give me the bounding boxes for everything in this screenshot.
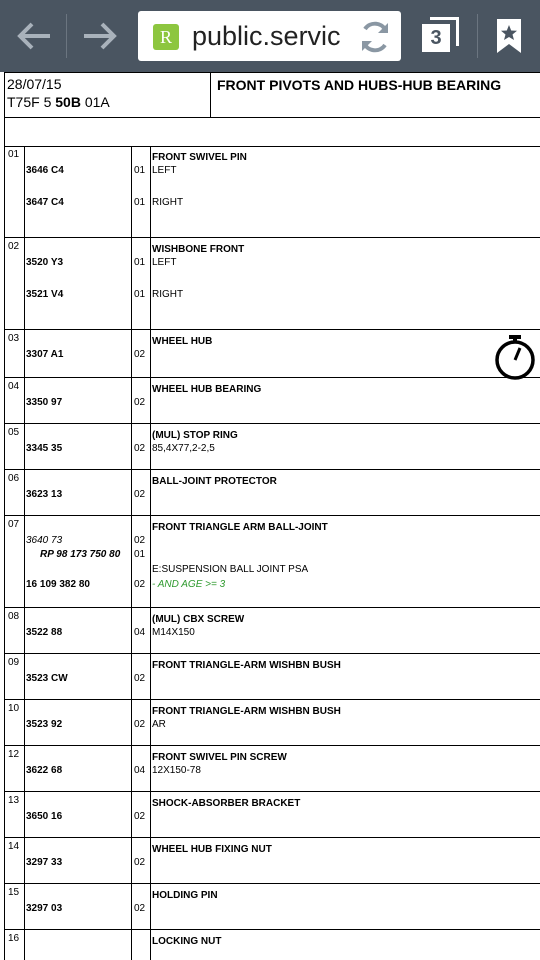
part-quantity: 02 bbox=[134, 811, 146, 822]
row-number-cell bbox=[5, 792, 25, 837]
row-number-cell bbox=[5, 470, 25, 515]
row-number-cell bbox=[5, 238, 25, 329]
part-quantity: 02 bbox=[134, 397, 146, 408]
part-detail: LEFT bbox=[152, 257, 177, 268]
description-cell bbox=[150, 792, 540, 837]
part-ref-cell bbox=[24, 792, 131, 837]
part-ref-cell bbox=[24, 470, 131, 515]
part-ref-cell bbox=[24, 700, 131, 745]
part-detail: RIGHT bbox=[152, 289, 184, 300]
part-reference[interactable]: 16 109 382 80 bbox=[26, 579, 90, 590]
part-ref-cell bbox=[24, 330, 131, 377]
part-reference[interactable]: 3350 97 bbox=[26, 397, 63, 408]
description-cell bbox=[150, 700, 540, 745]
part-quantity: 02 bbox=[134, 719, 146, 730]
part-ref-cell bbox=[24, 146, 131, 237]
part-reference[interactable]: 3297 03 bbox=[26, 903, 63, 914]
description-cell bbox=[150, 146, 540, 237]
part-reference[interactable]: RP 98 173 750 80 bbox=[40, 549, 121, 560]
part-reference[interactable]: 3646 C4 bbox=[26, 165, 64, 176]
part-quantity: 02 bbox=[134, 673, 146, 684]
table-row[interactable] bbox=[4, 238, 540, 330]
part-reference[interactable]: 3622 68 bbox=[26, 765, 63, 776]
url-text[interactable]: public.servic bbox=[192, 21, 341, 51]
part-ref-cell bbox=[24, 238, 131, 329]
row-number: 09 bbox=[8, 657, 20, 668]
part-ref-cell bbox=[24, 516, 131, 607]
table-row[interactable] bbox=[4, 424, 540, 470]
table-row[interactable] bbox=[4, 792, 540, 838]
reload-icon bbox=[357, 19, 393, 55]
description-cell bbox=[150, 884, 540, 929]
part-name: (MUL) CBX SCREW bbox=[152, 614, 245, 625]
description-cell bbox=[150, 838, 540, 883]
catalog-code bbox=[7, 93, 210, 111]
qty-cell bbox=[131, 608, 151, 653]
description-cell bbox=[150, 746, 540, 791]
part-reference[interactable]: 3523 CW bbox=[26, 673, 68, 684]
row-number: 01 bbox=[8, 149, 20, 160]
row-number-cell bbox=[5, 930, 25, 960]
part-reference[interactable]: 3640 73 bbox=[26, 535, 63, 546]
part-quantity: 04 bbox=[134, 765, 146, 776]
toolbar-divider bbox=[66, 14, 67, 58]
row-number: 02 bbox=[8, 241, 20, 252]
part-name: (MUL) STOP RING bbox=[152, 430, 238, 441]
part-name: WISHBONE FRONT bbox=[152, 244, 245, 255]
table-row[interactable] bbox=[4, 838, 540, 884]
address-bar[interactable] bbox=[138, 11, 401, 61]
part-reference[interactable]: 3297 33 bbox=[26, 857, 63, 868]
catalog-header-meta bbox=[5, 73, 211, 117]
description-cell bbox=[150, 930, 540, 960]
qty-cell bbox=[131, 516, 151, 607]
description-cell bbox=[150, 330, 540, 377]
row-number: 15 bbox=[8, 887, 20, 898]
part-name: LOCKING NUT bbox=[152, 936, 222, 947]
table-row[interactable] bbox=[4, 470, 540, 516]
table-row[interactable] bbox=[4, 516, 540, 608]
part-quantity: 01 bbox=[134, 165, 146, 176]
code-bold: 50B bbox=[55, 94, 81, 110]
row-number: 03 bbox=[8, 333, 20, 344]
row-number-cell bbox=[5, 700, 25, 745]
back-button[interactable] bbox=[10, 0, 58, 72]
row-number: 08 bbox=[8, 611, 20, 622]
row-number-cell bbox=[5, 884, 25, 929]
part-name: FRONT SWIVEL PIN SCREW bbox=[152, 752, 287, 763]
qty-cell bbox=[131, 330, 151, 377]
arrow-right-icon bbox=[82, 22, 118, 50]
row-number: 16 bbox=[8, 933, 20, 944]
catalog-date: 28/07/15 bbox=[7, 76, 62, 92]
row-number-cell bbox=[5, 746, 25, 791]
description-cell bbox=[150, 378, 540, 423]
qty-cell bbox=[131, 146, 151, 237]
blank-header-row bbox=[4, 116, 540, 147]
part-name: FRONT TRIANGLE-ARM WISHBN BUSH bbox=[152, 706, 341, 717]
part-quantity: 02 bbox=[134, 349, 146, 360]
description-cell bbox=[150, 238, 540, 329]
forward-button[interactable] bbox=[76, 0, 124, 72]
table-row[interactable] bbox=[4, 378, 540, 424]
part-quantity: 01 bbox=[134, 289, 146, 300]
row-number: 07 bbox=[8, 519, 20, 530]
part-name: FRONT TRIANGLE ARM BALL-JOINT bbox=[152, 522, 328, 533]
part-reference[interactable]: 3647 C4 bbox=[26, 197, 64, 208]
qty-cell bbox=[131, 424, 151, 469]
qty-cell bbox=[131, 746, 151, 791]
qty-cell bbox=[131, 884, 151, 929]
code-suffix: 01A bbox=[84, 94, 110, 110]
qty-cell bbox=[131, 470, 151, 515]
part-detail: M14X150 bbox=[152, 627, 195, 638]
code-prefix: T75F 5 bbox=[7, 94, 52, 110]
description-cell bbox=[150, 516, 540, 607]
row-number: 12 bbox=[8, 749, 20, 760]
labour-time-stopwatch-icon[interactable] bbox=[494, 334, 536, 380]
part-name: BALL-JOINT PROTECTOR bbox=[152, 476, 277, 487]
row-number-cell bbox=[5, 378, 25, 423]
part-ref-cell bbox=[24, 838, 131, 883]
part-name: WHEEL HUB BEARING bbox=[152, 384, 262, 395]
part-detail: AR bbox=[152, 719, 166, 730]
reload-button[interactable] bbox=[357, 19, 393, 55]
part-detail: 12X150-78 bbox=[152, 765, 201, 776]
row-number-cell bbox=[5, 608, 25, 653]
table-row[interactable] bbox=[4, 930, 540, 960]
part-detail: 85,4X77,2-2,5 bbox=[152, 443, 215, 454]
tab-count: 3 bbox=[422, 24, 450, 52]
row-number: 04 bbox=[8, 381, 20, 392]
arrow-left-icon bbox=[16, 22, 52, 50]
toolbar-divider bbox=[477, 14, 478, 58]
part-quantity: 01 bbox=[134, 257, 146, 268]
part-quantity: 02 bbox=[134, 903, 146, 914]
part-quantity: 02 bbox=[134, 443, 146, 454]
row-number-cell bbox=[5, 516, 25, 607]
part-reference[interactable]: 3522 88 bbox=[26, 627, 63, 638]
tabs-button[interactable] bbox=[418, 14, 466, 58]
table-row[interactable] bbox=[4, 146, 540, 238]
part-reference[interactable]: 3523 92 bbox=[26, 719, 63, 730]
description-cell bbox=[150, 608, 540, 653]
table-row[interactable] bbox=[4, 746, 540, 792]
part-reference[interactable]: 3345 35 bbox=[26, 443, 63, 454]
part-ref-cell bbox=[24, 424, 131, 469]
part-quantity: 04 bbox=[134, 627, 146, 638]
bookmark-button[interactable] bbox=[488, 14, 530, 58]
part-name: WHEEL HUB FIXING NUT bbox=[152, 844, 272, 855]
part-reference[interactable]: 3623 13 bbox=[26, 489, 63, 500]
part-quantity: 01 bbox=[134, 549, 146, 560]
qty-cell bbox=[131, 378, 151, 423]
qty-cell bbox=[131, 700, 151, 745]
description-cell bbox=[150, 470, 540, 515]
part-quantity: 02 bbox=[134, 489, 146, 500]
table-row[interactable] bbox=[4, 654, 540, 700]
description-cell bbox=[150, 654, 540, 699]
part-ref-cell bbox=[24, 654, 131, 699]
part-quantity: 02 bbox=[134, 535, 146, 546]
part-name: FRONT TRIANGLE-ARM WISHBN BUSH bbox=[152, 660, 341, 671]
part-reference[interactable]: 3650 16 bbox=[26, 811, 63, 822]
row-number-cell bbox=[5, 424, 25, 469]
row-number-cell bbox=[5, 838, 25, 883]
table-row[interactable] bbox=[4, 330, 540, 378]
part-detail: RIGHT bbox=[152, 197, 184, 208]
row-number: 05 bbox=[8, 427, 20, 438]
part-ref-cell bbox=[24, 746, 131, 791]
part-ref-cell bbox=[24, 378, 131, 423]
qty-cell bbox=[131, 792, 151, 837]
part-detail: E:SUSPENSION BALL JOINT PSA bbox=[152, 564, 309, 575]
row-number-cell bbox=[5, 654, 25, 699]
part-detail: LEFT bbox=[152, 165, 177, 176]
row-number: 06 bbox=[8, 473, 20, 484]
part-name: WHEEL HUB bbox=[152, 336, 213, 347]
part-name: HOLDING PIN bbox=[152, 890, 218, 901]
part-quantity: 02 bbox=[134, 857, 146, 868]
part-ref-cell bbox=[24, 608, 131, 653]
table-row[interactable] bbox=[4, 700, 540, 746]
part-reference[interactable]: 3521 V4 bbox=[26, 289, 64, 300]
table-row[interactable] bbox=[4, 608, 540, 654]
parts-catalog-page bbox=[0, 72, 540, 960]
table-row[interactable] bbox=[4, 884, 540, 930]
browser-toolbar bbox=[0, 0, 540, 72]
description-cell bbox=[150, 424, 540, 469]
part-ref-cell bbox=[24, 930, 131, 960]
qty-cell bbox=[131, 238, 151, 329]
site-favicon-icon: R bbox=[153, 24, 179, 50]
part-quantity: 01 bbox=[134, 197, 146, 208]
row-number-cell bbox=[5, 146, 25, 237]
row-number: 13 bbox=[8, 795, 20, 806]
catalog-header bbox=[4, 72, 540, 118]
part-ref-cell bbox=[24, 884, 131, 929]
row-number-cell bbox=[5, 330, 25, 377]
part-detail: - AND AGE >= 3 bbox=[152, 579, 226, 590]
part-name: SHOCK-ABSORBER BRACKET bbox=[152, 798, 301, 809]
qty-cell bbox=[131, 838, 151, 883]
part-reference[interactable]: 3307 A1 bbox=[26, 349, 64, 360]
row-number: 14 bbox=[8, 841, 20, 852]
part-quantity: 02 bbox=[134, 579, 146, 590]
row-number: 10 bbox=[8, 703, 20, 714]
qty-cell bbox=[131, 930, 151, 960]
catalog-title: FRONT PIVOTS AND HUBS-HUB BEARING bbox=[217, 77, 502, 93]
qty-cell bbox=[131, 654, 151, 699]
bookmark-star-icon bbox=[496, 18, 522, 54]
part-reference[interactable]: 3520 Y3 bbox=[26, 257, 64, 268]
part-name: FRONT SWIVEL PIN bbox=[152, 152, 247, 163]
